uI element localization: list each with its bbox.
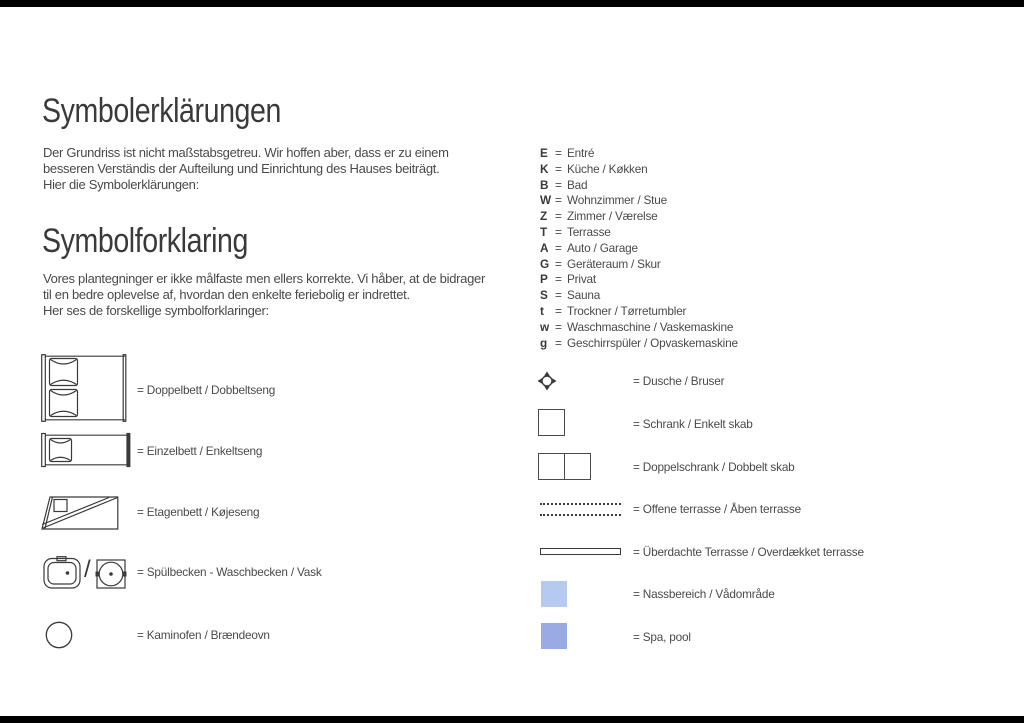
intro-paragraph-danish [43, 271, 485, 319]
covered-terrace-icon [540, 548, 621, 555]
room-code: B [540, 177, 549, 192]
top-border-bar [0, 0, 1024, 7]
equals-sign: = [555, 319, 562, 334]
legend-row [540, 225, 738, 241]
wet-area-label: = Nassbereich / Vådområde [633, 587, 775, 601]
page-title-danish: Symbolforklaring [42, 222, 248, 260]
room-code: P [540, 272, 548, 287]
legend-row [540, 304, 738, 320]
legend-row [540, 178, 738, 194]
intro-paragraph-german [43, 145, 449, 193]
room-code: G [540, 256, 549, 271]
intro-danish-line3: Her ses de forskellige symbolforklaringer: [43, 303, 269, 318]
shower-icon [537, 371, 557, 391]
open-terrace-icon [540, 503, 621, 516]
room-label: Küche / Køkken [567, 161, 648, 176]
room-label: Entré [567, 146, 595, 160]
legend-row [540, 320, 738, 336]
open-terrace-label: = Offene terrasse / Åben terrasse [633, 502, 801, 516]
room-code: w [540, 319, 549, 334]
intro-danish-line2: til en bedre oplevelse af, hvordan den enkelte feriebolig er indrettet. [43, 287, 410, 302]
equals-sign: = [555, 335, 562, 350]
equals-sign: = [555, 146, 562, 160]
covered-terrace-label: = Überdachte Terrasse / Overdækket terrasse [633, 545, 864, 559]
room-label: Wohnzimmer / Stue [567, 193, 667, 208]
intro-german-line2: besseren Verständis der Aufteilung und Einrichtung des Hauses beiträgt. [43, 161, 440, 176]
room-code: E [540, 146, 548, 160]
legend-row [540, 193, 738, 209]
bunk-bed-label: = Etagenbett / Køjeseng [137, 505, 260, 519]
page-title-german: Symbolerklärungen [42, 92, 281, 130]
room-code: t [540, 303, 544, 318]
room-label: Geräteraum / Skur [567, 256, 661, 271]
legend-row [540, 146, 738, 162]
legend-row [540, 241, 738, 257]
room-label: Zimmer / Værelse [567, 209, 658, 224]
room-label: Sauna [567, 288, 601, 303]
round-sink-icon [95, 558, 127, 590]
room-code: Z [540, 209, 548, 224]
room-code: T [540, 224, 548, 239]
room-letter-legend [540, 146, 738, 351]
intro-german-line1: Der Grundriss ist nicht maßstabsgetreu. Wir hoffen aber, dass er zu einem [43, 145, 449, 160]
double-bed-label: = Doppelbett / Dobbeltseng [137, 383, 276, 397]
stove-label: = Kaminofen / Brændeovn [137, 628, 270, 642]
equals-sign: = [555, 224, 562, 239]
spa-pool-label: = Spa, pool [633, 630, 691, 644]
spa-pool-swatch [541, 623, 567, 649]
double-cabinet-label: = Doppelschrank / Dobbelt skab [633, 460, 795, 474]
room-code: g [540, 335, 548, 350]
legend-row [540, 162, 738, 178]
legend-row [540, 288, 738, 304]
equals-sign: = [555, 256, 562, 271]
equals-sign: = [555, 288, 562, 303]
legend-row [540, 257, 738, 273]
bottom-border-bar [0, 716, 1024, 723]
room-code: K [540, 161, 549, 176]
single-bed-icon [41, 431, 131, 469]
room-code: S [540, 288, 548, 303]
double-cabinet-icon [538, 453, 591, 480]
equals-sign: = [555, 303, 562, 318]
single-bed-label: = Einzelbett / Enkeltseng [137, 444, 263, 458]
equals-sign: = [555, 209, 562, 224]
double-bed-icon [41, 354, 127, 422]
legend-row [540, 272, 738, 288]
sink-label: = Spülbecken - Waschbecken / Vask [137, 565, 322, 579]
room-label: Trockner / Tørretumbler [567, 303, 687, 318]
room-label: Auto / Garage [567, 240, 638, 255]
legend-row [540, 336, 738, 352]
intro-german-line3: Hier die Symbolerklärungen: [43, 177, 199, 192]
stove-icon [45, 621, 73, 649]
cabinet-label: = Schrank / Enkelt skab [633, 417, 753, 431]
room-code: W [540, 193, 551, 208]
room-label: Geschirrspüler / Opvaskemaskine [567, 335, 738, 350]
room-code: A [540, 240, 549, 255]
equals-sign: = [555, 240, 562, 255]
bunk-bed-icon [41, 496, 119, 530]
intro-danish-line1: Vores plantegninger er ikke målfaste men ellers korrekte. Vi håber, at de bidrager [43, 271, 485, 286]
legend-row [540, 209, 738, 225]
equals-sign: = [555, 193, 562, 208]
room-label: Waschmaschine / Vaskemaskine [567, 319, 734, 334]
sink-icon [43, 556, 81, 589]
wet-area-swatch [541, 581, 567, 607]
equals-sign: = [555, 161, 562, 176]
equals-sign: = [555, 177, 562, 192]
cabinet-icon [538, 409, 565, 436]
shower-label: = Dusche / Bruser [633, 374, 725, 388]
room-label: Bad [567, 177, 588, 192]
room-label: Terrasse [567, 224, 611, 239]
equals-sign: = [555, 272, 562, 287]
sink-separator-slash: / [84, 556, 91, 583]
room-label: Privat [567, 272, 596, 287]
